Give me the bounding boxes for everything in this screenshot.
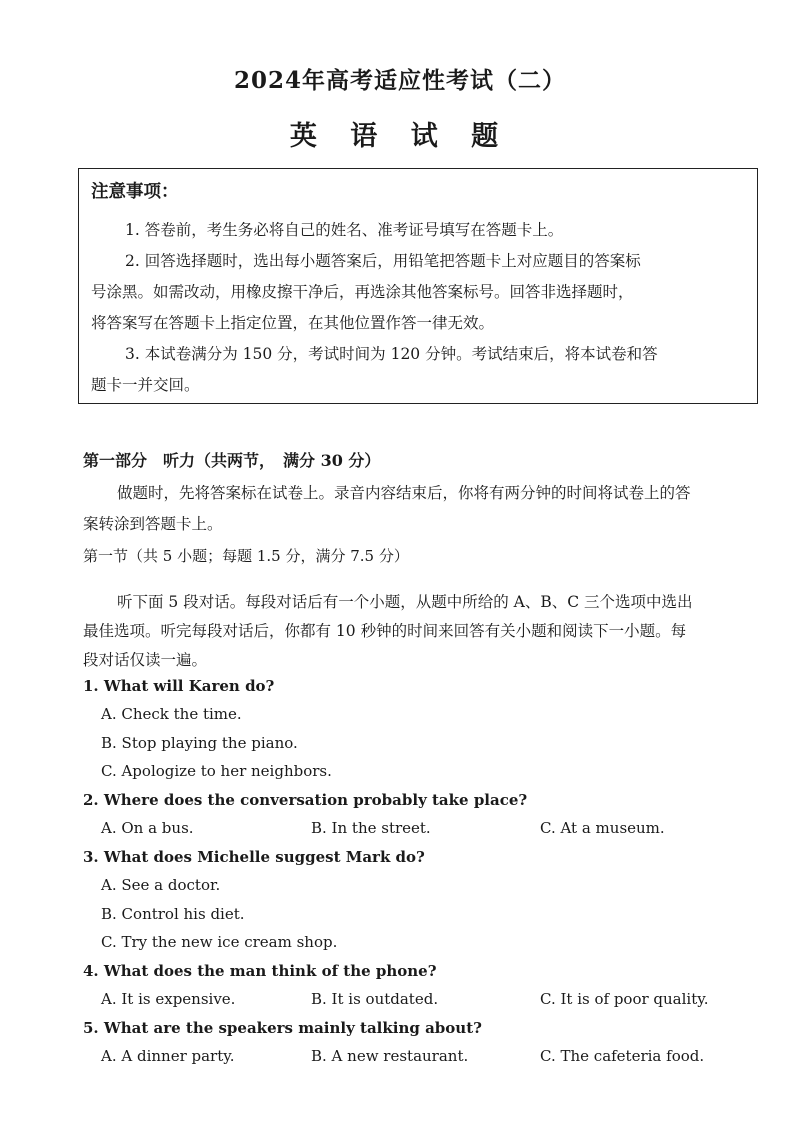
q1-option-b: B. Stop playing the piano. — [101, 734, 298, 752]
q5-option-b: B. A new restaurant. — [311, 1047, 469, 1065]
q5-option-c: C. The cafeteria food. — [540, 1047, 705, 1065]
notice-item-1 — [91, 215, 747, 246]
notice-item-2-cont: 号涂黑。如需改动，用橡皮擦干净后，再选涂其他答案标号。回答非选择题时， — [91, 283, 634, 301]
q4-option-b: B. It is outdated. — [311, 990, 439, 1008]
section1-instruction — [83, 588, 748, 675]
notice-item-1-text: 1. 答卷前，考生务必将自己的姓名、准考证号填写在答题卡上。 — [125, 221, 564, 239]
notice-item-3 — [91, 339, 747, 370]
notice-item-3-text: 3. 本试卷满分为 150 分，考试时间为 120 分钟。考试结束后，将本试卷和答 — [125, 345, 658, 363]
instr-line1: 听下面 5 段对话。每段对话后有一个小题，从题中所给的 A、B、C 三个选项中选出 — [117, 593, 693, 611]
exam-title: 2024年高考适应性考试（二） — [233, 67, 566, 94]
q3-option-c: C. Try the new ice cream shop. — [101, 933, 338, 951]
part1-description — [83, 478, 748, 540]
notice-title: 注意事项： — [91, 182, 179, 202]
q1-option-c: C. Apologize to her neighbors. — [101, 762, 332, 780]
instr-line2: 最佳选项。听完每段对话后，你都有 10 秒钟的时间来回答有关小题和阅读下一小题。每 — [83, 622, 687, 640]
q2-option-a: A. On a bus. — [101, 819, 194, 837]
question-4: 4. What does the man think of the phone? — [83, 962, 437, 980]
q4-option-c: C. It is of poor quality. — [540, 990, 709, 1008]
part1-desc-line2: 案转涂到答题卡上。 — [83, 515, 223, 533]
section1-title: 第一节（共 5 小题；每题 1.5 分，满分 7.5 分） — [83, 547, 409, 565]
notice-item-2-text: 2. 回答选择题时，选出每小题答案后，用铅笔把答题卡上对应题目的答案标 — [125, 252, 641, 270]
notice-item-3-cont: 题卡一并交回。 — [91, 376, 200, 394]
notice-box — [78, 168, 758, 404]
question-3: 3. What does Michelle suggest Mark do? — [83, 848, 425, 866]
q5-option-a: A. A dinner party. — [101, 1047, 235, 1065]
q2-option-b: B. In the street. — [311, 819, 431, 837]
q2-option-c: C. At a museum. — [540, 819, 665, 837]
notice-item-2-cont2: 将答案写在答题卡上指定位置，在其他位置作答一律无效。 — [91, 314, 495, 332]
question-5: 5. What are the speakers mainly talking about? — [83, 1019, 482, 1037]
part1-desc-line1: 做题时，先将答案标在试卷上。录音内容结束后，你将有两分钟的时间将试卷上的答 — [117, 484, 691, 502]
notice-item-2 — [91, 246, 747, 277]
q4-option-a: A. It is expensive. — [101, 990, 236, 1008]
part1-title: 第一部分 听力（共两节， 满分 30 分） — [83, 451, 381, 470]
subject-title: 英 语 试 题 — [289, 121, 511, 152]
q3-option-b: B. Control his diet. — [101, 905, 245, 923]
instr-line3: 段对话仅读一遍。 — [83, 651, 208, 669]
q3-option-a: A. See a doctor. — [101, 876, 221, 894]
question-2: 2. Where does the conversation probably take place? — [83, 791, 528, 809]
question-1: 1. What will Karen do? — [83, 677, 275, 695]
q1-option-a: A. Check the time. — [101, 705, 242, 723]
